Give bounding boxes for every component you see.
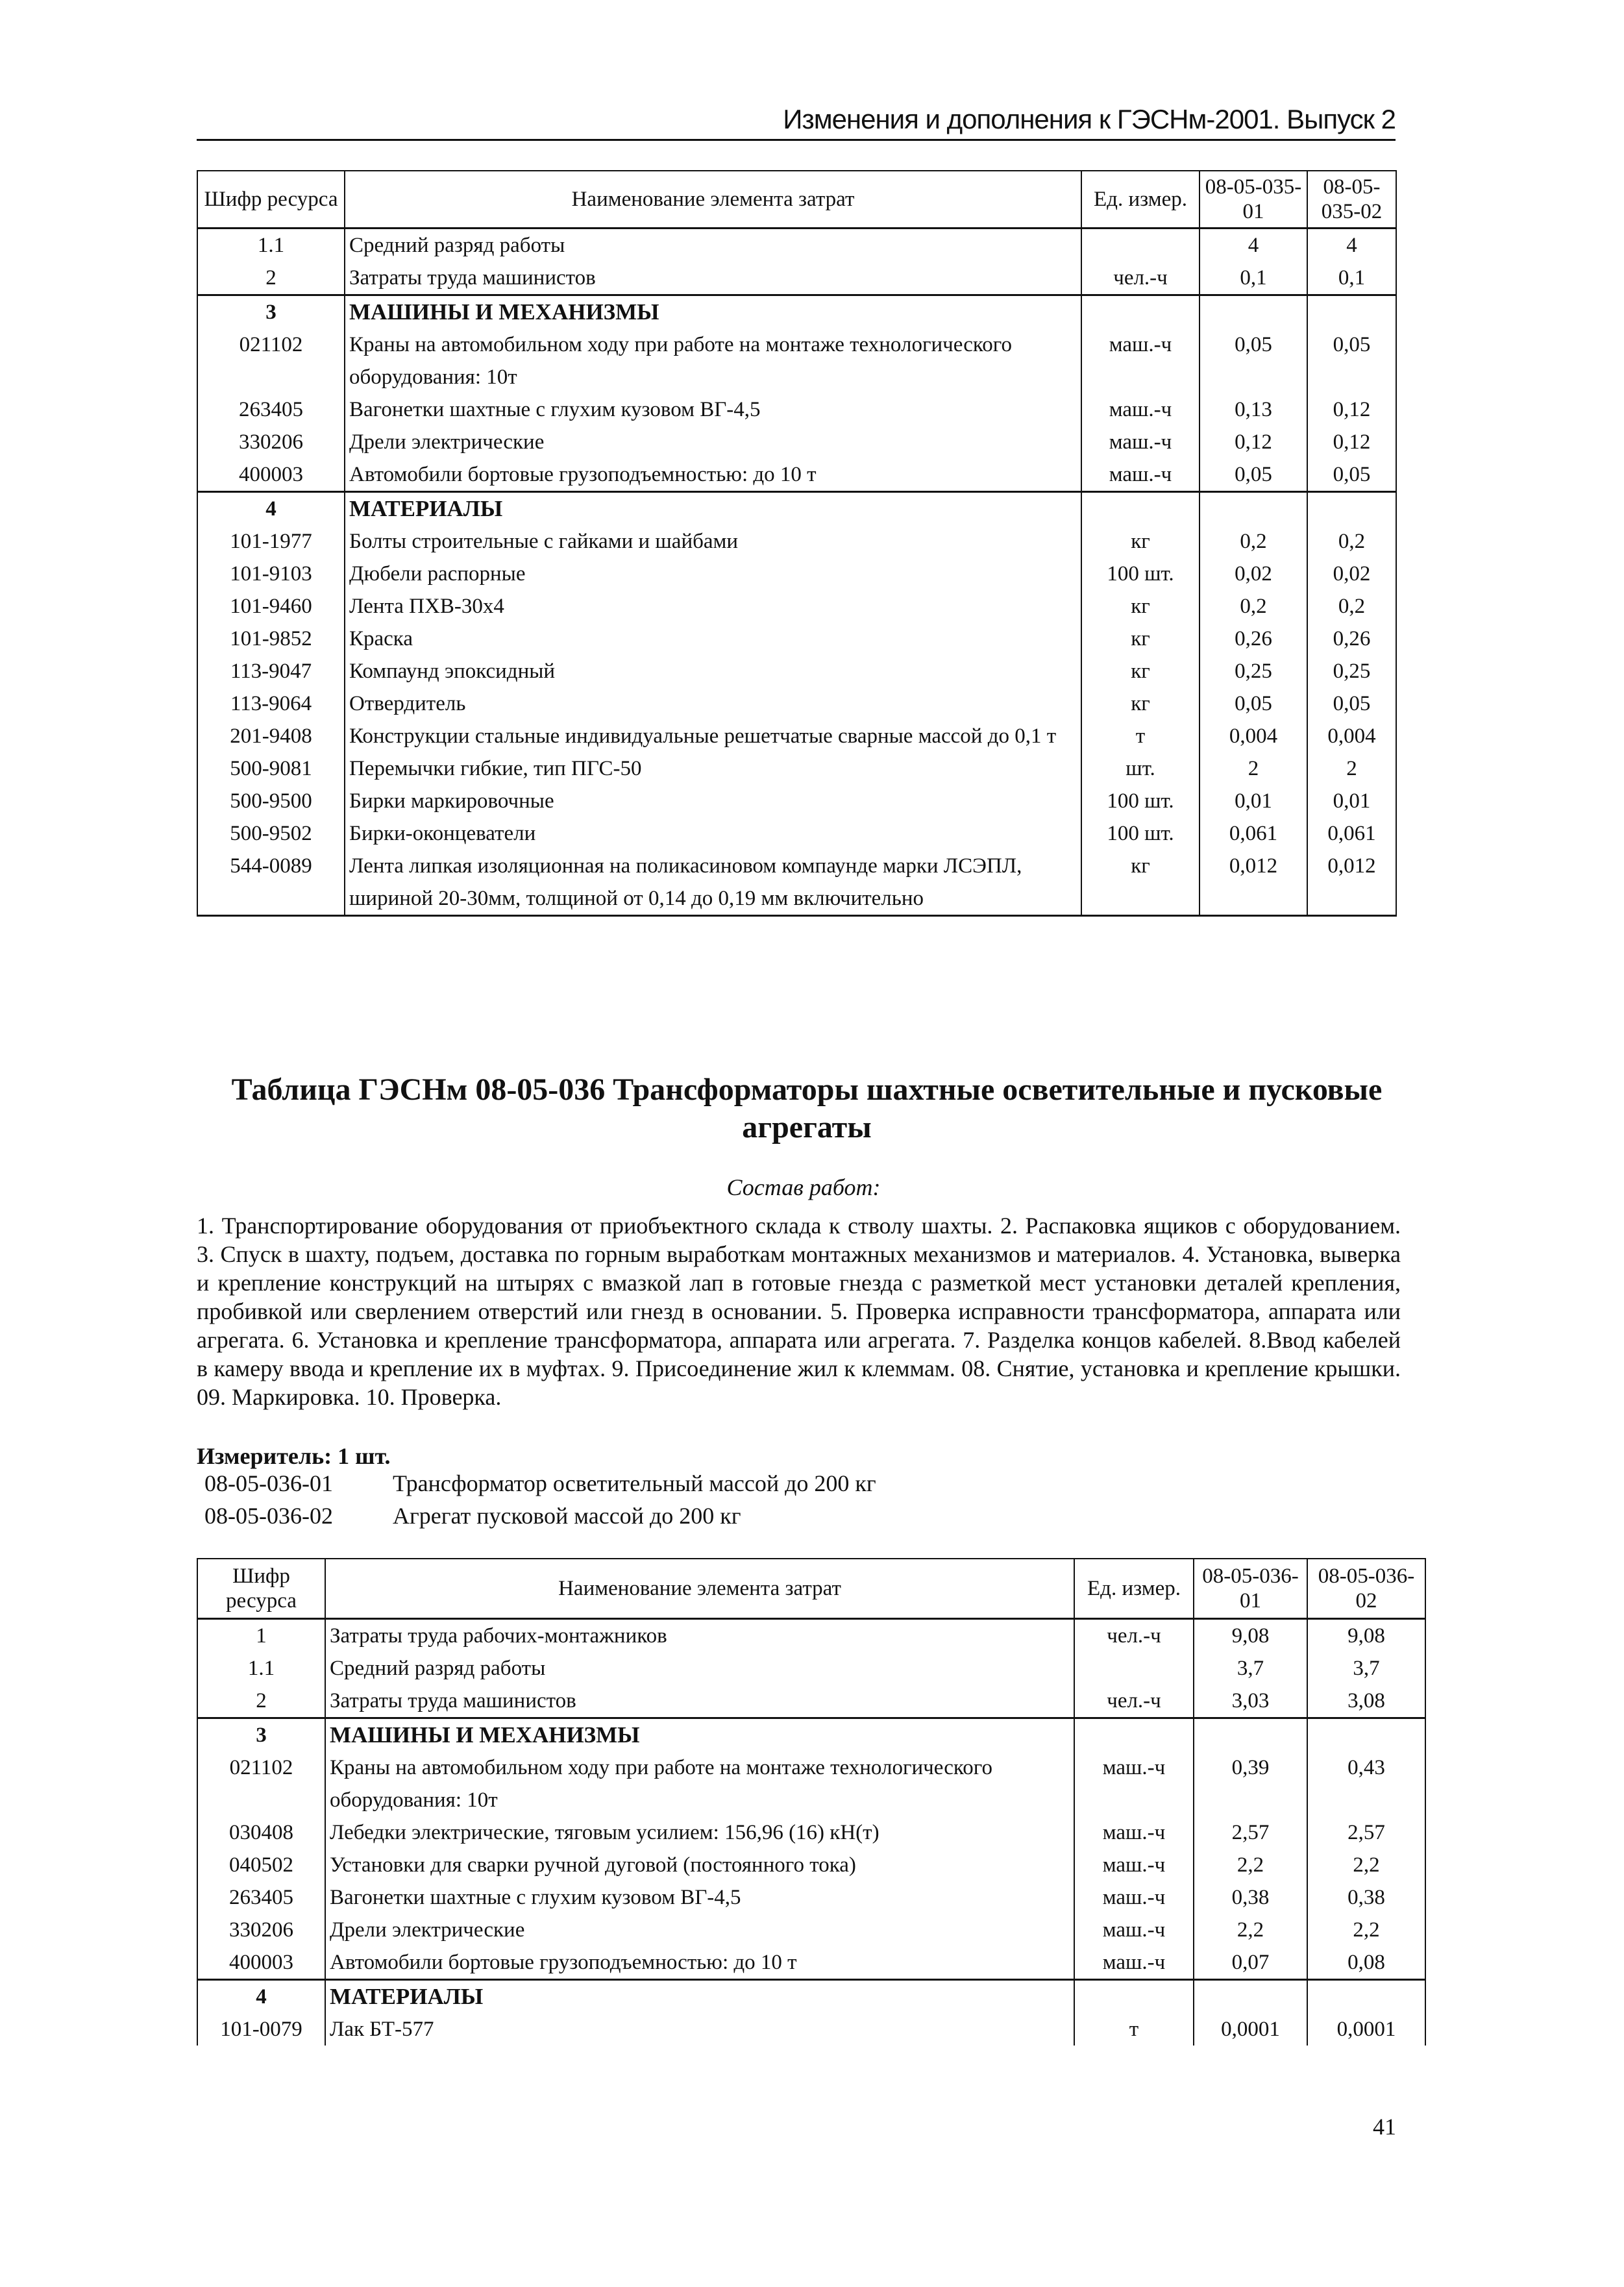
work-heading: Состав работ: xyxy=(726,1174,881,1200)
cell-unit: чел.-ч xyxy=(1074,1685,1194,1718)
cell-unit: маш.-ч xyxy=(1074,1914,1194,1946)
cell-v1: 3,7 xyxy=(1194,1652,1307,1685)
table-row xyxy=(197,458,1396,492)
cell-v2 xyxy=(1307,295,1396,328)
running-header: Изменения и дополнения к ГЭСНм-2001. Выпуск 2 xyxy=(783,104,1396,134)
item-name: Трансформатор осветительный массой до 200 кг xyxy=(393,1470,876,1496)
measure-unit: Измеритель: 1 шт. xyxy=(197,1443,391,1469)
table-row xyxy=(197,393,1396,426)
cell-unit: кг xyxy=(1081,623,1200,655)
cell-code: 101-9852 xyxy=(197,623,345,655)
table-row xyxy=(197,2013,1425,2046)
cell-code: 1.1 xyxy=(197,1652,325,1685)
header-rule xyxy=(197,139,1396,141)
table-row xyxy=(197,1849,1425,1881)
cell-name: Краска xyxy=(345,623,1081,655)
section-heading-row xyxy=(197,1979,1425,2013)
work-description: 1. Транспортирование оборудования от приобъектного склада к стволу шахты. 2. Распаковка ящиков с оборудованием. 3. Спуск в шахту, подъем, доставка по горным выработкам монтажных механизмов и материалов. 4. Установка, выверка и крепление конструкций на штырях с вмазкой лап в готовые гнезда с разметкой мест установки деталей крепления, пробивкой или сверлением отверстий или гнезд в основании. 5. Проверка исправности трансформатора, аппарата или агрегата. 6. Установка и крепление трансформатора, аппарата или агрегата. 7. Разделка концов кабелей. 8.Ввод кабелей в камеру ввода и крепление их в муфтах. 9. Присоединение жил к клеммам. 08. Снятие, установка и крепление крышки. 09. Маркировка. 10. Проверка. xyxy=(197,1213,1401,1410)
cell-unit xyxy=(1081,295,1200,328)
cell-name: Средний разряд работы xyxy=(325,1652,1074,1685)
cell-v1: 0,38 xyxy=(1194,1881,1307,1914)
cell-name: МАТЕРИАЛЫ xyxy=(345,491,1081,525)
cell-v2: 0,061 xyxy=(1307,817,1396,850)
table-row xyxy=(197,720,1396,752)
cell-v1: 2,57 xyxy=(1194,1816,1307,1849)
cell-unit: маш.-ч xyxy=(1074,1816,1194,1849)
cell-code: 330206 xyxy=(197,1914,325,1946)
table-row xyxy=(197,1618,1425,1652)
cell-name: МАШИНЫ И МЕХАНИЗМЫ xyxy=(345,295,1081,328)
cell-code: 500-9500 xyxy=(197,785,345,817)
cell-code: 1.1 xyxy=(197,228,345,262)
cell-name: Лак БТ-577 xyxy=(325,2013,1074,2046)
cell-code: 030408 xyxy=(197,1816,325,1849)
cell-name: Бирки маркировочные xyxy=(345,785,1081,817)
cell-v1: 0,05 xyxy=(1200,458,1307,492)
cell-v1 xyxy=(1200,491,1307,525)
col-name: Наименование элемента затрат xyxy=(345,171,1081,228)
cell-v1: 2,2 xyxy=(1194,1914,1307,1946)
cell-v2: 2,57 xyxy=(1307,1816,1425,1849)
cell-v1: 0,13 xyxy=(1200,393,1307,426)
cell-code: 544-0089 xyxy=(197,850,345,916)
cell-v1: 0,12 xyxy=(1200,426,1307,458)
cell-name: Установки для сварки ручной дуговой (постоянного тока) xyxy=(325,1849,1074,1881)
cell-unit: кг xyxy=(1081,655,1200,687)
table-header xyxy=(197,1559,1425,1618)
cell-code: 201-9408 xyxy=(197,720,345,752)
table-row xyxy=(197,1946,1425,1980)
col-unit: Ед. измер. xyxy=(1074,1559,1194,1618)
table-row xyxy=(197,262,1396,295)
cell-code: 400003 xyxy=(197,458,345,492)
cell-v1: 0,39 xyxy=(1194,1751,1307,1816)
cell-unit: шт. xyxy=(1081,752,1200,785)
cell-unit: маш.-ч xyxy=(1074,1946,1194,1980)
cell-name: Затраты труда машинистов xyxy=(325,1685,1074,1718)
cell-unit: 100 шт. xyxy=(1081,558,1200,590)
row-group xyxy=(197,1618,1425,1718)
table-row xyxy=(197,1751,1425,1816)
cell-v2: 0,43 xyxy=(1307,1751,1425,1816)
cell-unit: чел.-ч xyxy=(1074,1618,1194,1652)
cell-name: Лента ПХВ-30х4 xyxy=(345,590,1081,623)
section-heading-row xyxy=(197,1718,1425,1751)
cell-code: 021102 xyxy=(197,1751,325,1816)
cell-v2: 0,38 xyxy=(1307,1881,1425,1914)
cell-code: 113-9064 xyxy=(197,687,345,720)
cell-v2: 0,0001 xyxy=(1307,2013,1425,2046)
cell-name: Бирки-оконцеватели xyxy=(345,817,1081,850)
cell-v2: 4 xyxy=(1307,228,1396,262)
cell-name: Лента липкая изоляционная на поликасиновом компаунде марки ЛСЭПЛ, шириной 20-30мм, толщиной от 0,14 до 0,19 мм включительно xyxy=(345,850,1081,916)
table-row xyxy=(197,850,1396,916)
cell-name: Компаунд эпоксидный xyxy=(345,655,1081,687)
cell-v2: 2 xyxy=(1307,752,1396,785)
col-036-02: 08-05-036-02 xyxy=(1307,1559,1425,1618)
cell-unit: кг xyxy=(1081,525,1200,558)
table-row xyxy=(197,590,1396,623)
cell-v1: 0,2 xyxy=(1200,590,1307,623)
measure-item xyxy=(204,1502,741,1529)
cell-unit: маш.-ч xyxy=(1081,426,1200,458)
col-036-01: 08-05-036-01 xyxy=(1194,1559,1307,1618)
table-row xyxy=(197,426,1396,458)
cell-unit: маш.-ч xyxy=(1081,393,1200,426)
section-heading-row xyxy=(197,295,1396,328)
cell-v1: 2,2 xyxy=(1194,1849,1307,1881)
row-group xyxy=(197,1718,1425,1979)
cell-v2: 0,1 xyxy=(1307,262,1396,295)
row-group xyxy=(197,491,1396,915)
section-heading-row xyxy=(197,491,1396,525)
cell-v2: 0,02 xyxy=(1307,558,1396,590)
cell-unit: кг xyxy=(1081,850,1200,916)
cell-v1: 0,0001 xyxy=(1194,2013,1307,2046)
cell-unit: маш.-ч xyxy=(1081,458,1200,492)
cell-code: 1 xyxy=(197,1618,325,1652)
cell-name: Автомобили бортовые грузоподъемностью: до 10 т xyxy=(325,1946,1074,1980)
col-035-01: 08-05-035-01 xyxy=(1200,171,1307,228)
cell-name: Лебедки электрические, тяговым усилием: 156,96 (16) кН(т) xyxy=(325,1816,1074,1849)
cell-v2: 3,08 xyxy=(1307,1685,1425,1718)
col-code: Шифр ресурса xyxy=(197,1559,325,1618)
cell-v1: 0,25 xyxy=(1200,655,1307,687)
cell-unit: маш.-ч xyxy=(1074,1849,1194,1881)
table-row xyxy=(197,525,1396,558)
resource-table-036 xyxy=(197,1558,1426,2046)
cell-unit: маш.-ч xyxy=(1074,1751,1194,1816)
cell-code: 4 xyxy=(197,1979,325,2013)
cell-unit: 100 шт. xyxy=(1081,785,1200,817)
col-035-02: 08-05-035-02 xyxy=(1307,171,1396,228)
cell-name: Конструкции стальные индивидуальные решетчатые сварные массой до 0,1 т xyxy=(345,720,1081,752)
cell-v1: 0,26 xyxy=(1200,623,1307,655)
cell-code: 101-1977 xyxy=(197,525,345,558)
cell-code: 021102 xyxy=(197,328,345,393)
col-unit: Ед. измер. xyxy=(1081,171,1200,228)
table-row xyxy=(197,655,1396,687)
cell-code: 500-9502 xyxy=(197,817,345,850)
item-code: 08-05-036-02 xyxy=(204,1503,333,1529)
cell-unit xyxy=(1074,1652,1194,1685)
table-row xyxy=(197,817,1396,850)
cell-unit: кг xyxy=(1081,687,1200,720)
table-row xyxy=(197,558,1396,590)
cell-name: Затраты труда машинистов xyxy=(345,262,1081,295)
item-code: 08-05-036-01 xyxy=(204,1470,333,1496)
cell-v2: 0,05 xyxy=(1307,328,1396,393)
cell-v1: 0,004 xyxy=(1200,720,1307,752)
cell-code: 3 xyxy=(197,1718,325,1751)
cell-v2 xyxy=(1307,1979,1425,2013)
cell-name: Автомобили бортовые грузоподъемностью: до 10 т xyxy=(345,458,1081,492)
table-row xyxy=(197,1685,1425,1718)
table-row xyxy=(197,1652,1425,1685)
cell-v1 xyxy=(1194,1718,1307,1751)
col-code: Шифр ресурса xyxy=(197,171,345,228)
cell-v1: 2 xyxy=(1200,752,1307,785)
table-row xyxy=(197,228,1396,262)
cell-unit: чел.-ч xyxy=(1081,262,1200,295)
cell-code: 101-9103 xyxy=(197,558,345,590)
cell-v2: 0,26 xyxy=(1307,623,1396,655)
cell-v2: 0,2 xyxy=(1307,590,1396,623)
cell-unit: маш.-ч xyxy=(1074,1881,1194,1914)
cell-v1: 9,08 xyxy=(1194,1618,1307,1652)
cell-v2: 0,012 xyxy=(1307,850,1396,916)
cell-v2: 0,08 xyxy=(1307,1946,1425,1980)
cell-name: МАТЕРИАЛЫ xyxy=(325,1979,1074,2013)
cell-v1: 0,061 xyxy=(1200,817,1307,850)
measure-item xyxy=(204,1470,876,1497)
cell-unit: кг xyxy=(1081,590,1200,623)
cell-v2: 3,7 xyxy=(1307,1652,1425,1685)
cell-v2: 0,2 xyxy=(1307,525,1396,558)
cell-v1: 0,07 xyxy=(1194,1946,1307,1980)
cell-v2: 0,12 xyxy=(1307,426,1396,458)
cell-name: Отвердитель xyxy=(345,687,1081,720)
cell-name: Краны на автомобильном ходу при работе на монтаже технологического оборудования: 10т xyxy=(325,1751,1074,1816)
cell-name: Вагонетки шахтные с глухим кузовом ВГ-4,5 xyxy=(325,1881,1074,1914)
cell-code: 500-9081 xyxy=(197,752,345,785)
table-row xyxy=(197,328,1396,393)
row-group xyxy=(197,1979,1425,2046)
row-group xyxy=(197,295,1396,491)
cell-name: МАШИНЫ И МЕХАНИЗМЫ xyxy=(325,1718,1074,1751)
cell-code: 4 xyxy=(197,491,345,525)
cell-code: 263405 xyxy=(197,393,345,426)
col-name: Наименование элемента затрат xyxy=(325,1559,1074,1618)
cell-code: 2 xyxy=(197,1685,325,1718)
cell-v2: 2,2 xyxy=(1307,1849,1425,1881)
cell-name: Вагонетки шахтные с глухим кузовом ВГ-4,5 xyxy=(345,393,1081,426)
cell-code: 3 xyxy=(197,295,345,328)
cell-v2 xyxy=(1307,491,1396,525)
table-row xyxy=(197,1914,1425,1946)
cell-name: Краны на автомобильном ходу при работе на монтаже технологического оборудования: 10т xyxy=(345,328,1081,393)
cell-v1 xyxy=(1194,1979,1307,2013)
cell-name: Дюбели распорные xyxy=(345,558,1081,590)
table-row xyxy=(197,1881,1425,1914)
section-title: Таблица ГЭСНм 08-05-036 Трансформаторы шахтные осветительные и пусковые агрегаты xyxy=(231,1072,1383,1144)
table-header xyxy=(197,171,1396,228)
row-group xyxy=(197,228,1396,295)
cell-unit: т xyxy=(1074,2013,1194,2046)
cell-v1: 0,05 xyxy=(1200,687,1307,720)
cell-unit xyxy=(1074,1979,1194,2013)
table-row xyxy=(197,687,1396,720)
cell-code: 101-0079 xyxy=(197,2013,325,2046)
page-number: 41 xyxy=(1373,2114,1396,2140)
cell-unit xyxy=(1074,1718,1194,1751)
item-name: Агрегат пусковой массой до 200 кг xyxy=(393,1503,741,1529)
cell-v2: 2,2 xyxy=(1307,1914,1425,1946)
cell-unit xyxy=(1081,228,1200,262)
cell-name: Дрели электрические xyxy=(325,1914,1074,1946)
cell-v1: 4 xyxy=(1200,228,1307,262)
cell-name: Болты строительные с гайками и шайбами xyxy=(345,525,1081,558)
cell-v1: 0,02 xyxy=(1200,558,1307,590)
cell-v2: 0,12 xyxy=(1307,393,1396,426)
cell-v1: 0,1 xyxy=(1200,262,1307,295)
cell-name: Перемычки гибкие, тип ПГС-50 xyxy=(345,752,1081,785)
table-row xyxy=(197,785,1396,817)
cell-code: 101-9460 xyxy=(197,590,345,623)
cell-name: Дрели электрические xyxy=(345,426,1081,458)
cell-v1: 3,03 xyxy=(1194,1685,1307,1718)
cell-v2: 0,05 xyxy=(1307,687,1396,720)
cell-v1 xyxy=(1200,295,1307,328)
cell-code: 400003 xyxy=(197,1946,325,1980)
table-row xyxy=(197,752,1396,785)
cell-v2: 0,05 xyxy=(1307,458,1396,492)
cell-name: Средний разряд работы xyxy=(345,228,1081,262)
cell-code: 040502 xyxy=(197,1849,325,1881)
cell-v1: 0,012 xyxy=(1200,850,1307,916)
cell-v1: 0,05 xyxy=(1200,328,1307,393)
resource-table-035 xyxy=(197,170,1397,917)
cell-code: 2 xyxy=(197,262,345,295)
cell-unit: маш.-ч xyxy=(1081,328,1200,393)
cell-unit xyxy=(1081,491,1200,525)
cell-code: 330206 xyxy=(197,426,345,458)
cell-unit: 100 шт. xyxy=(1081,817,1200,850)
table-row xyxy=(197,1816,1425,1849)
cell-v1: 0,01 xyxy=(1200,785,1307,817)
cell-v2: 0,004 xyxy=(1307,720,1396,752)
cell-v1: 0,2 xyxy=(1200,525,1307,558)
cell-v2: 0,25 xyxy=(1307,655,1396,687)
cell-v2: 9,08 xyxy=(1307,1618,1425,1652)
cell-unit: т xyxy=(1081,720,1200,752)
cell-name: Затраты труда рабочих-монтажников xyxy=(325,1618,1074,1652)
cell-v2: 0,01 xyxy=(1307,785,1396,817)
table-row xyxy=(197,623,1396,655)
cell-code: 113-9047 xyxy=(197,655,345,687)
cell-code: 263405 xyxy=(197,1881,325,1914)
cell-v2 xyxy=(1307,1718,1425,1751)
